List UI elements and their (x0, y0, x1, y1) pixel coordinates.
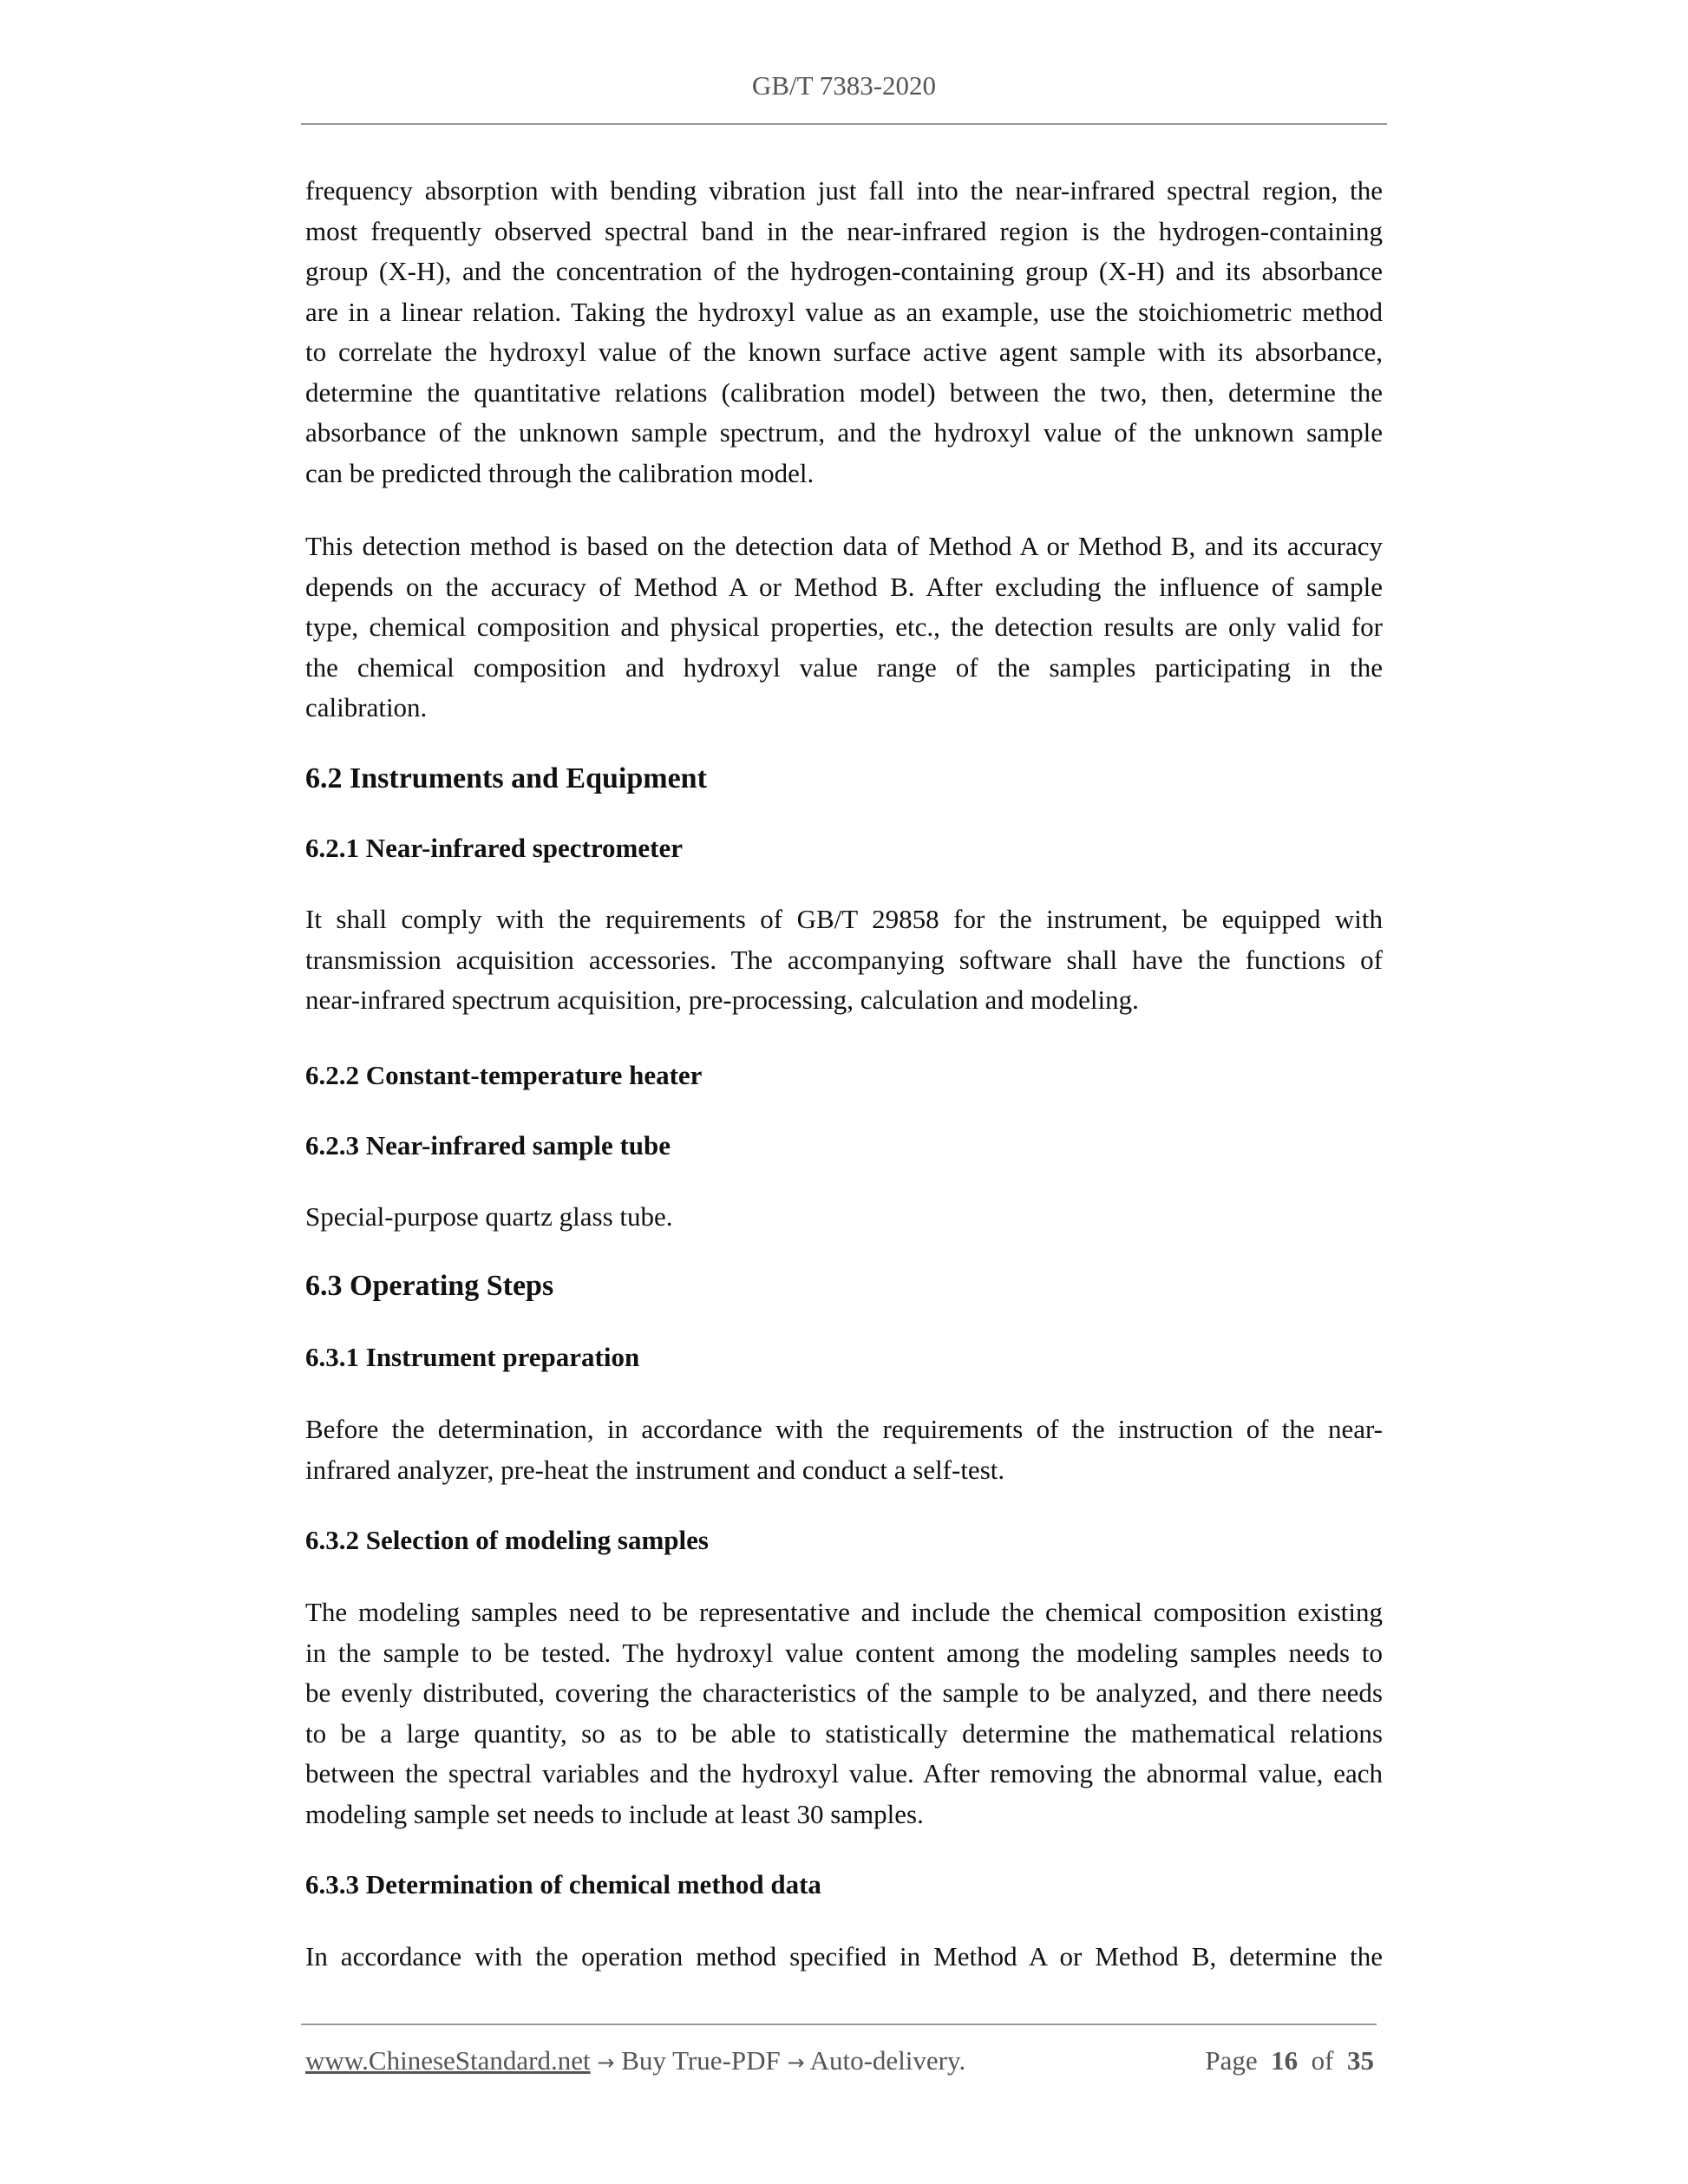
heading-6-2: 6.2 Instruments and Equipment (305, 762, 707, 794)
page-total: 35 (1347, 2045, 1374, 2076)
heading-6-2-1: 6.2.1 Near-infrared spectrometer (305, 833, 683, 863)
page-footer (305, 2041, 1374, 2082)
page-current: 16 (1271, 2045, 1299, 2076)
page-header-doc-id: GB/T 7383-2020 (751, 70, 937, 101)
paragraph-6-2-3 (305, 1197, 1383, 1238)
text-line: to be a large quantity, so as to be able to statistically determine the mathematical relations (305, 1717, 1383, 1749)
text-line: modeling sample set needs to include at least 30 samples. (305, 1798, 924, 1829)
paragraph-6-3-1 (305, 1409, 1383, 1490)
heading-6-3-2: 6.3.2 Selection of modeling samples (305, 1525, 709, 1555)
text-line: type, chemical composition and physical properties, etc., the detection results are only valid for (305, 611, 1383, 642)
footer-promo (305, 2041, 965, 2083)
text-line: absorbance of the unknown sample spectrum, and the hydroxyl value of the unknown sample (305, 417, 1383, 448)
page-number (1205, 2041, 1374, 2082)
text-line: The modeling samples need to be representative and include the chemical composition existing (305, 1597, 1383, 1627)
heading-6-2-2: 6.2.2 Constant-temperature heater (305, 1060, 703, 1090)
text-line: the chemical composition and hydroxyl value range of the samples participating in the (305, 651, 1383, 683)
header-rule (301, 123, 1387, 125)
text-line: in the sample to be tested. The hydroxyl value content among the modeling samples needs to (305, 1637, 1383, 1668)
text-line: frequency absorption with bending vibration just fall into the near-infrared spectral region, the (305, 175, 1383, 206)
heading-6-3: 6.3 Operating Steps (305, 1270, 554, 1302)
arrow-right-icon: → (787, 2050, 805, 2075)
heading-6-3-1: 6.3.1 Instrument preparation (305, 1342, 640, 1372)
text-line: depends on the accuracy of Method A or Method B. After excluding the influence of sample (305, 571, 1383, 602)
arrow-right-icon: → (597, 2050, 615, 2075)
paragraph-6-3-2 (305, 1592, 1383, 1834)
paragraph-nir-principle (305, 171, 1383, 494)
text-line: This detection method is based on the detection data of Method A or Method B, and its accuracy (305, 531, 1383, 561)
text-line: determine the quantitative relations (calibration model) between the two, then, determine the (305, 376, 1383, 408)
text-line: group (X-H), and the concentration of the hydrogen-containing group (X-H) and its absorbance (305, 256, 1383, 286)
buy-true-pdf-text: Buy True-PDF (621, 2045, 781, 2076)
text-line: Before the determination, in accordance with the requirements of the instruction of the near- (305, 1414, 1383, 1444)
text-line: In accordance with the operation method specified in Method A or Method B, determine the (305, 1941, 1383, 1971)
text-line: are in a linear relation. Taking the hydroxyl value as an example, use the stoichiometric method (305, 296, 1383, 327)
text-line: between the spectral variables and the hydroxyl value. After removing the abnormal value, each (305, 1758, 1383, 1788)
text-line: infrared analyzer, pre-heat the instrument and conduct a self-test. (305, 1454, 1005, 1485)
heading-6-2-3: 6.2.3 Near-infrared sample tube (305, 1130, 671, 1161)
text-line: It shall comply with the requirements of GB/T 29858 for the instrument, be equipped with (305, 904, 1383, 934)
text-line: be evenly distributed, covering the characteristics of the sample to be analyzed, and there needs (305, 1677, 1383, 1708)
text-line: calibration. (305, 692, 428, 723)
paragraph-6-2-1 (305, 899, 1383, 1021)
auto-delivery-text: Auto-delivery. (809, 2045, 966, 2076)
heading-6-3-3: 6.3.3 Determination of chemical method data (305, 1869, 821, 1900)
paragraph-6-3-3 (305, 1937, 1383, 1978)
page-of-label: of (1311, 2045, 1334, 2076)
text-line: can be predicted through the calibration model. (305, 457, 815, 488)
paragraph-detection-validity (305, 526, 1383, 729)
footer-rule (301, 2024, 1377, 2025)
text-line: near-infrared spectrum acquisition, pre-processing, calculation and modeling. (305, 984, 1139, 1015)
text-line: transmission acquisition accessories. The accompanying software shall have the functions of (305, 944, 1383, 975)
page-label: Page (1205, 2045, 1258, 2076)
text-line: most frequently observed spectral band in the near-infrared region is the hydrogen-containing (305, 215, 1383, 246)
text-line: Special-purpose quartz glass tube. (305, 1201, 673, 1232)
text-line: to correlate the hydroxyl value of the known surface active agent sample with its absorbance, (305, 337, 1383, 367)
chinesestandard-link[interactable]: www.ChineseStandard.net (305, 2045, 591, 2076)
